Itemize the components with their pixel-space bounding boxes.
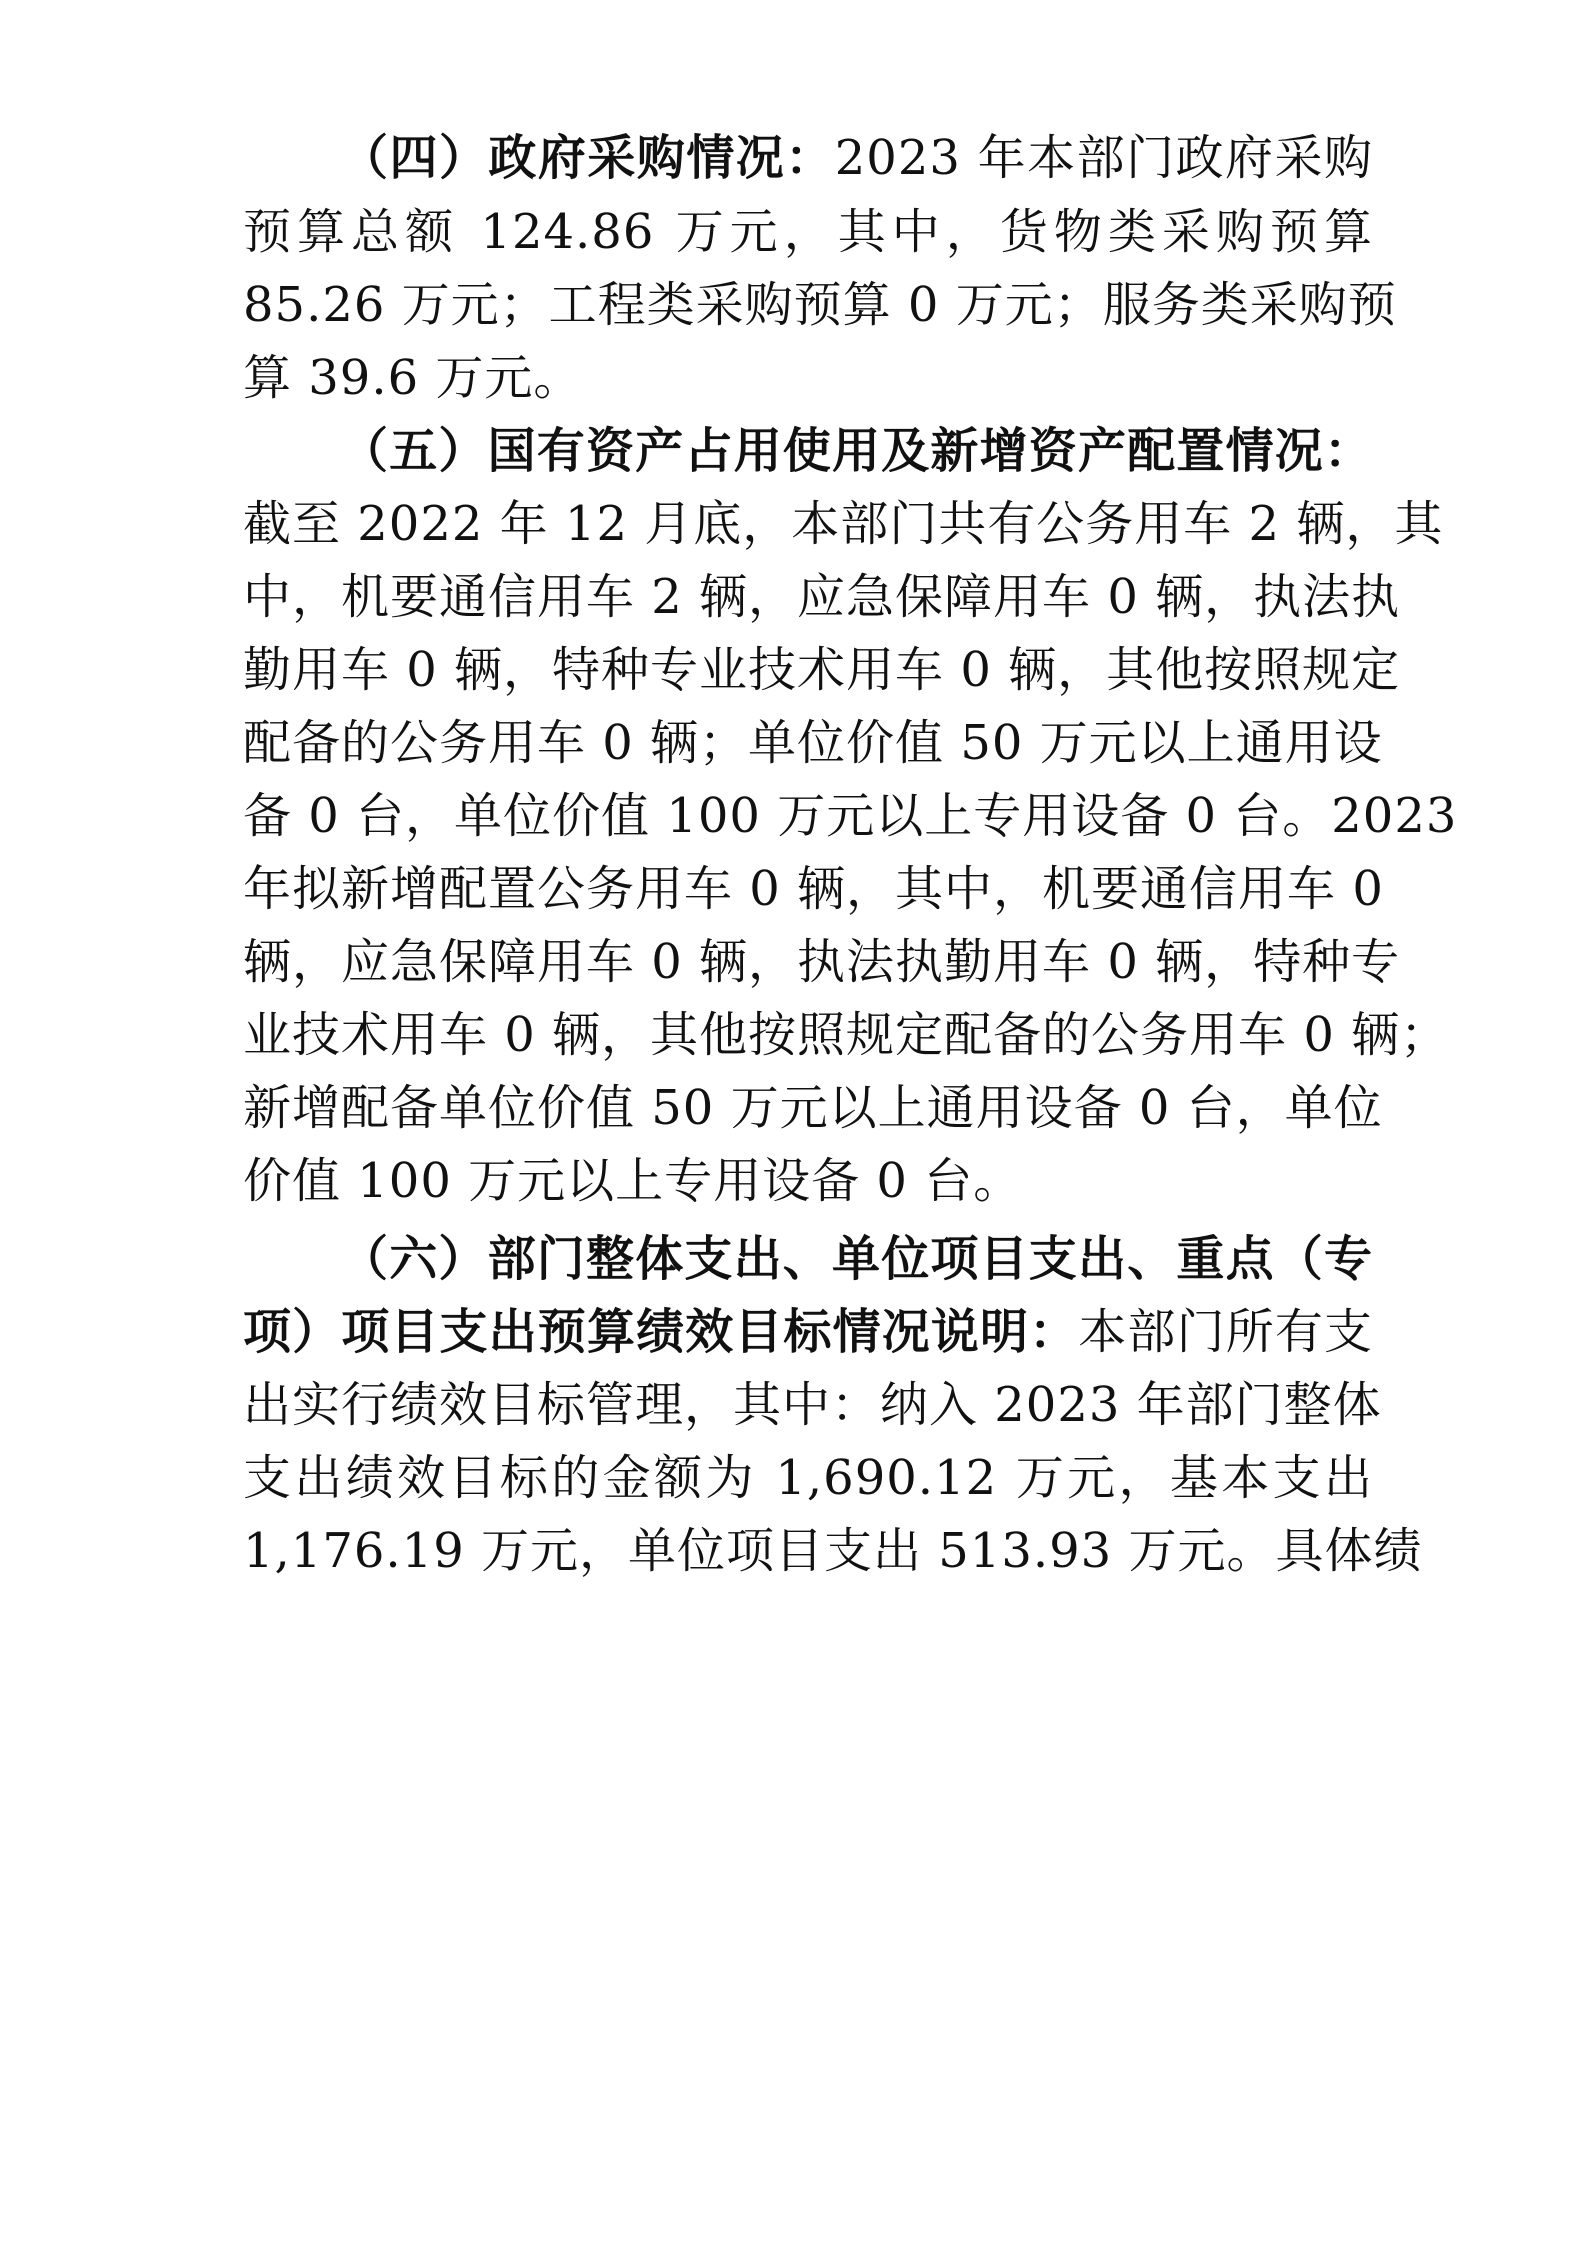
section-5-line-4: 勤用车 0 辆，特种专业技术用车 0 辆，其他按照规定: [243, 642, 1401, 698]
section-5-line-5: 配备的公务用车 0 辆；单位价值 50 万元以上通用设: [243, 715, 1383, 771]
section-6-line-2-text: 本部门所有支: [1078, 1304, 1373, 1360]
section-5-line-11: 价值 100 万元以上专用设备 0 台。: [243, 1153, 1023, 1209]
section-4-line-3: 85.26 万元；工程类采购预算 0 万元；服务类采购预: [243, 277, 1397, 333]
section-5-line-3: 中，机要通信用车 2 辆，应急保障用车 0 辆，执法执: [243, 569, 1401, 625]
section-5-line-8: 辆，应急保障用车 0 辆，执法执勤用车 0 辆，特种专: [243, 934, 1401, 990]
section-5-line-6: 备 0 台，单位价值 100 万元以上专用设备 0 台。2023: [243, 788, 1458, 844]
section-6-line-4: 支出绩效目标的金额为 1,690.12 万元，基本支出: [243, 1450, 1373, 1506]
section-4-heading: （四）政府采购情况：: [340, 130, 835, 186]
section-5-line-2: 截至 2022 年 12 月底，本部门共有公务用车 2 辆，其: [243, 496, 1444, 552]
section-6-line-2: [243, 1292, 1373, 1372]
section-6-heading-line-1: （六）部门整体支出、单位项目支出、重点（专: [340, 1231, 1373, 1287]
section-4-line-4: 算 39.6 万元。: [243, 350, 583, 406]
section-4-line-2: 预算总额 124.86 万元，其中，货物类采购预算: [243, 204, 1373, 260]
section-5-line-10: 新增配备单位价值 50 万元以上通用设备 0 台，单位: [243, 1080, 1383, 1136]
section-5-line-7: 年拟新增配置公务用车 0 辆，其中，机要通信用车 0: [243, 861, 1384, 917]
section-6-heading-line-2: 项）项目支出预算绩效目标情况说明：: [243, 1304, 1079, 1360]
section-5-line-9: 业技术用车 0 辆，其他按照规定配备的公务用车 0 辆；: [243, 1007, 1450, 1063]
section-6-line-3: 出实行绩效目标管理，其中：纳入 2023 年部门整体: [243, 1377, 1382, 1433]
section-4-line-1-text: 2023 年本部门政府采购: [834, 130, 1373, 186]
section-5-heading: （五）国有资产占用使用及新增资产配置情况：: [340, 423, 1373, 479]
section-4-line-1: [340, 118, 1373, 198]
section-6-line-5: 1,176.19 万元，单位项目支出 513.93 万元。具体绩: [243, 1523, 1423, 1579]
